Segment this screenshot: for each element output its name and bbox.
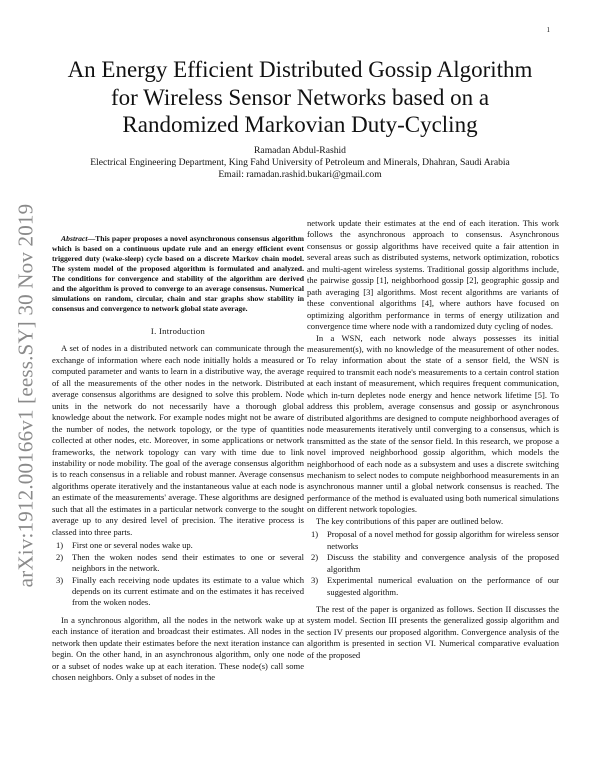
- arxiv-watermark: [8, 203, 44, 587]
- abstract: [52, 234, 304, 314]
- list-item-number: 1): [311, 529, 319, 540]
- arxiv-id: arXiv:1912.00166v1 [eess.SY] 30 Nov 2019: [13, 203, 38, 587]
- affiliation: Electrical Engineering Department, King Fahd University of Petroleum and Minerals, Dhahran, Saudi Arabia: [90, 157, 510, 168]
- intro-paragraph-1: A set of nodes in a distributed network can communicate through the exchange of information where each node initially holds a measured or computed parameter and wants to learn in a distributive way, the average of all the measurements of the other nodes in the network. Distributed average consensus algorithms are designed to solve this problem. Node units in the network do not necessarily have a thorough global knowledge about the network. For example nodes might not be aware of the number of nodes, the network topology, or the type of quantities collected at other nodes, etc. Moreover, in some applications or network frameworks, the network topology can vary with time due to link instability or node mobility. The goal of the average consensus algorithm is to reach consensus in a reliable and robust manner. Average consensus algorithms operate iteratively and the instantaneous value at each node is an estimate of the measurements' average. These algorithms are designed such that all the estimates in a particular network converge to the sought average up to any desired level of precision. The iterative process is classed into three parts.: [52, 343, 304, 537]
- author-email: Email: ramadan.rashid.bukari@gmail.com: [218, 169, 382, 180]
- page-number: 1: [546, 26, 550, 34]
- paper-title: [40, 56, 560, 139]
- author-name: Ramadan Abdul-Rashid: [254, 145, 346, 156]
- list-item: [52, 552, 304, 575]
- left-column: [52, 234, 304, 684]
- title-line-3: Randomized Markovian Duty-Cycling: [122, 112, 478, 137]
- title-line-1: An Energy Efficient Distributed Gossip Algorithm: [67, 57, 533, 82]
- intro-paragraph-4: In a WSN, each network node always possesses its initial measurement(s), with no knowledge of the measurement of other nodes. To relay information about the state of a sensor field, the WSN is required to transmit each node's measurements to a certain control station at each instant of measurement, which requires frequent communication, which in-turn depletes node energy and hence network lifetime [5]. To address this problem, average consensus and gossip or asynchronous distributed algorithms are designed to compute neighborhood averages of node measurements iteratively until converging to a consensus, which is transmitted as the state of the sensor field. In this research, we propose a novel improved neighborhood gossip algorithm, which models the neighborhood of each node as a subsystem and uses a discrete switching mechanism to select nodes to compute neighborhood measurements in an asynchronous manner until a global network consensus is reached. The performance of the method is evaluated using both numerical simulations on different network topologies.: [307, 332, 559, 515]
- list-item-number: 3): [311, 575, 319, 586]
- iteration-steps-list: [52, 540, 304, 609]
- list-item-text: First one or several nodes wake up.: [72, 540, 193, 551]
- list-item: [52, 540, 304, 551]
- paper-organization-paragraph: The rest of the paper is organized as follows. Section II discusses the system model. Section III presents the generalized gossip algorithm and section IV presents our proposed algorithm. Convergence analysis of the algorithm is presented in section VI. Numerical comparative evaluation of the proposed: [307, 603, 559, 660]
- list-item-number: 3): [56, 574, 64, 585]
- intro-paragraph-3: network update their estimates at the end of each iteration. This work follows the asynchronous approach to consensus. Asynchronous consensus or gossip algorithms have received quite a fair attention in several areas such as distributed systems, network optimization, robotics and multi-agent wireless systems. Traditional gossip algorithms include, the pairwise gossip [1], neighborhood gossip [2], geographic gossip and path averaging [3] algorithms. Most recent algorithms are variants of these conventional algorithms [4], where authors have focused on optimizing algorithm performance in terms of energy utilization and convergence time where node with a randomized duty cycling of nodes.: [307, 218, 559, 332]
- list-item-number: 1): [56, 540, 64, 551]
- list-item-text: Then the woken nodes send their estimates to one or several neighbors in the network.: [72, 551, 304, 574]
- list-item: [52, 575, 304, 609]
- list-item-number: 2): [311, 552, 319, 563]
- list-item-text: Discuss the stability and convergence analysis of the proposed algorithm: [327, 552, 559, 574]
- contributions-list: [307, 529, 559, 598]
- abstract-lead: Abstract: [61, 234, 88, 243]
- list-item: [307, 552, 559, 575]
- list-item-text: Experimental numerical evaluation on the performance of our suggested algorithm.: [327, 575, 559, 597]
- list-item: [307, 575, 559, 598]
- abstract-text: —This paper proposes a novel asynchronous consensus algorithm which is based on a continuous update rule and an energy efficient event triggered duty (wake-sleep) cycle based on a discrete Markov chain model. The system model of the proposed algorithm is formulated and analyzed. The conditions for convergence and stability of the algorithm are derived and the algorithm is proved to converge to an average consensus. Numerical simulations on random, circular, chain and star graphs show stability in consensus and convergence to network global state average.: [52, 234, 304, 313]
- list-item-text: Proposal of a novel method for gossip algorithm for wireless sensor networks: [327, 529, 559, 551]
- right-column: [307, 218, 559, 661]
- list-item-number: 2): [56, 551, 64, 562]
- contributions-intro: The key contributions of this paper are outlined below.: [316, 515, 504, 526]
- intro-paragraph-2: In a synchronous algorithm, all the nodes in the network wake up at each instance of iteration and broadcast their estimates. All nodes in the network then update their estimates before the next iteration instance can begin. On the other hand, in an asynchronous algorithm, only one node or a subset of nodes wake up at each iteration. These node(s) call some chosen neighbors. Only a subset of nodes in the: [52, 614, 304, 683]
- title-line-2: for Wireless Sensor Networks based on a: [110, 84, 490, 110]
- author-block: [40, 145, 560, 181]
- list-item-text: Finally each receiving node updates its estimate to a value which depends on its current estimate and on the estimates it has received from the woken nodes.: [72, 574, 304, 608]
- list-item: [307, 529, 559, 552]
- section-heading-introduction: I. Introduction: [150, 326, 206, 336]
